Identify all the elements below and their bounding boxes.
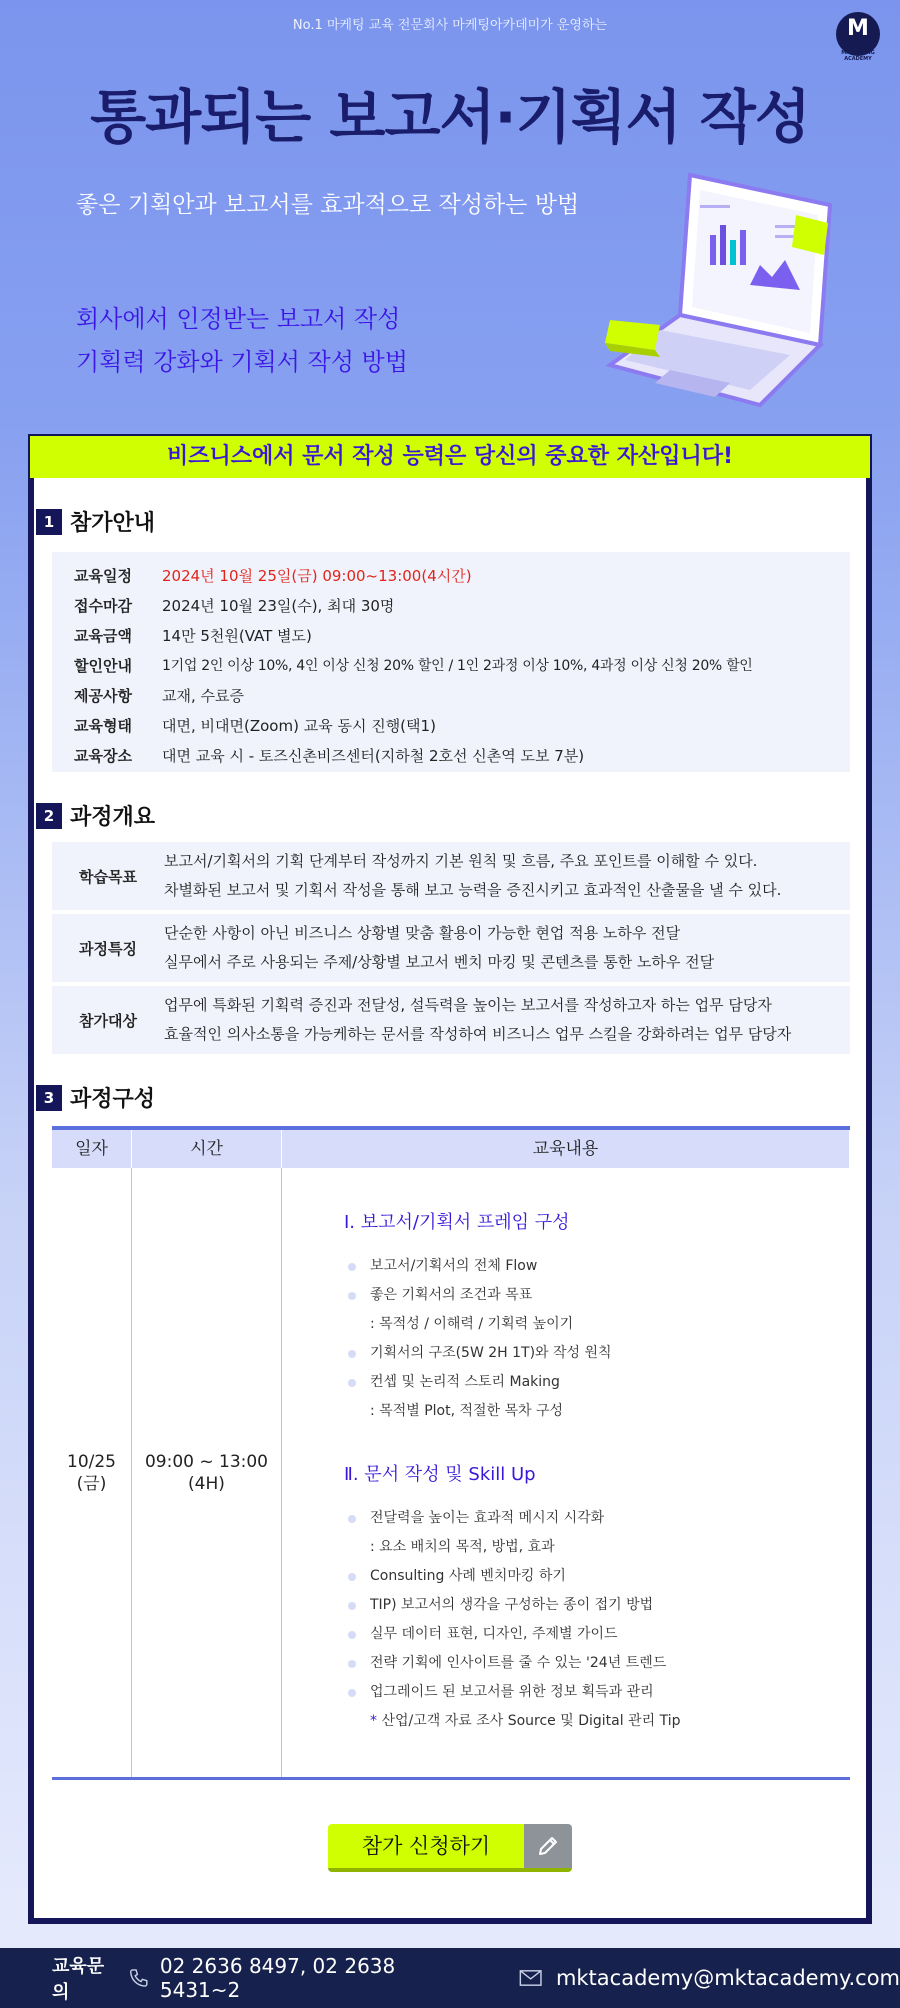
info-row (52, 710, 850, 740)
key-points (76, 298, 408, 384)
footer-phone[interactable]: 02 2636 8497, 02 2638 5431~2 (159, 1954, 396, 2002)
info-value: 14만 5천원(VAT 별도) (162, 626, 312, 645)
key-point: 회사에서 인정받는 보고서 작성 (76, 305, 401, 333)
subtitle: 좋은 기획안과 보고서를 효과적으로 작성하는 방법 (76, 192, 580, 218)
info-key: 제공사항 (74, 686, 132, 705)
date-cell (52, 1168, 132, 1777)
apply-button-label: 참가 신청하기 (328, 1824, 524, 1868)
overview-key: 참가대상 (79, 1011, 137, 1030)
module-item: 좋은 기획서의 조건과 목표 (344, 1281, 850, 1310)
module-title: Ⅰ. 보고서/기획서 프레임 구성 (344, 1212, 570, 1233)
info-row (52, 650, 850, 680)
module-subitem: : 요소 배치의 목적, 방법, 효과 (370, 1539, 555, 1555)
overview-row (52, 842, 850, 910)
page-title: 통과되는 보고서·기획서 작성 (90, 83, 810, 151)
info-table (52, 552, 850, 772)
laptop-illustration (600, 165, 840, 415)
bullet-icon (348, 1350, 356, 1358)
info-value: 대면, 비대면(Zoom) 교육 동시 진행(택1) (162, 716, 436, 735)
time-cell (132, 1168, 282, 1777)
overview-value (164, 847, 781, 905)
module-subitem: : 목적별 Plot, 적절한 목차 구성 (370, 1403, 564, 1419)
bullet-icon (348, 1631, 356, 1639)
module-item: 실무 데이터 표현, 디자인, 주제별 가이드 (344, 1620, 850, 1649)
module-note: * 산업/고객 자료 조사 Source 및 Digital 관리 Tip (370, 1713, 681, 1729)
content-cell (282, 1168, 850, 1777)
top-note: No.1 마케팅 교육 전문회사 마케팅아카데미가 운영하는 (292, 18, 608, 33)
info-row (52, 560, 850, 590)
info-key: 교육금액 (74, 626, 132, 645)
curriculum-body (52, 1168, 850, 1777)
module-item: TIP) 보고서의 생각을 구성하는 종이 접기 방법 (344, 1591, 850, 1620)
banner: 비즈니스에서 문서 작성 능력은 당신의 중요한 자산입니다! (28, 434, 872, 478)
bullet-icon (348, 1602, 356, 1610)
overview-line: 실무에서 주로 사용되는 주제/상황별 보고서 벤치 마킹 및 콘텐츠를 통한 노하우 전달 (164, 953, 715, 971)
info-row (52, 680, 850, 710)
info-value: 대면 교육 시 - 토즈신촌비즈센터(지하철 2호선 신촌역 도보 7분) (162, 746, 585, 765)
overview-line: 단순한 사항이 아닌 비즈니스 상황별 맞춤 활용이 가능한 현업 적용 노하우 전달 (164, 924, 681, 942)
info-row (52, 590, 850, 620)
section-info-heading (36, 506, 155, 537)
section-overview-heading (36, 800, 155, 831)
bullet-icon (348, 1515, 356, 1523)
info-row (52, 740, 850, 770)
overview-table (52, 842, 850, 1058)
date-value: 10/25 (67, 1451, 116, 1472)
footer-label: 교육문의 (52, 1956, 105, 2003)
bullet-icon (348, 1573, 356, 1581)
section-title: 과정개요 (70, 805, 156, 830)
time-range: 09:00 ~ 13:00 (144, 1451, 269, 1472)
key-point: 기획력 강화와 기획서 작성 방법 (76, 348, 408, 376)
module-item: Consulting 사례 벤치마킹 하기 (344, 1562, 850, 1591)
info-value: 1기업 2인 이상 10%, 4인 이상 신청 20% 할인 / 1인 2과정 이상 10%, 4과정 이상 신청 20% 할인 (162, 658, 753, 674)
section-number: 1 (36, 509, 62, 535)
info-value: 교재, 수료증 (162, 686, 244, 705)
overview-value (164, 991, 791, 1049)
info-key: 교육일정 (74, 566, 132, 585)
section-curriculum-heading (36, 1082, 155, 1113)
module-item: 전달력을 높이는 효과적 메시지 시각화 (344, 1504, 850, 1533)
footer (0, 1948, 900, 2008)
section-title: 과정구성 (70, 1087, 156, 1112)
curriculum-header (52, 1130, 850, 1168)
info-key: 교육형태 (74, 716, 132, 735)
info-key: 할인안내 (74, 656, 132, 675)
module-item: 업그레이드 된 보고서를 위한 정보 획득과 관리 (344, 1678, 850, 1707)
header-content: 교육내용 (282, 1130, 850, 1168)
pencil-icon (524, 1824, 572, 1868)
overview-key: 학습목표 (79, 867, 137, 886)
date-day: (금) (76, 1473, 107, 1494)
bullet-icon (348, 1689, 356, 1697)
section-title: 참가안내 (70, 511, 156, 536)
mail-icon (519, 1968, 542, 1988)
logo-letter: M (847, 16, 869, 41)
bullet-icon (348, 1660, 356, 1668)
info-value: 2024년 10월 25일(금) 09:00~13:00(4시간) (162, 566, 472, 585)
info-key: 교육장소 (74, 746, 132, 765)
bullet-icon (348, 1292, 356, 1300)
curriculum-table (52, 1126, 850, 1780)
module-item: 보고서/기획서의 전체 Flow (344, 1252, 850, 1281)
overview-key: 과정특징 (79, 939, 137, 958)
overview-line: 효율적인 의사소통을 가능케하는 문서를 작성하여 비즈니스 업무 스킬을 강화하려는 업무 담당자 (164, 1025, 792, 1043)
overview-line: 업무에 특화된 기획력 증진과 전달성, 설득력을 높이는 보고서를 작성하고자 하는 업무 담당자 (164, 996, 772, 1014)
module-item: 기획서의 구조(5W 2H 1T)와 작성 원칙 (344, 1339, 850, 1368)
logo[interactable] (836, 12, 880, 62)
footer-email[interactable]: mktacademy@mktacademy.com (555, 1966, 900, 1990)
module-item: 컨셉 및 논리적 스토리 Making (344, 1368, 850, 1397)
module-title: Ⅱ. 문서 작성 및 Skill Up (344, 1464, 536, 1485)
phone-icon (128, 1966, 150, 1990)
time-duration: (4H) (188, 1473, 225, 1494)
info-key: 접수마감 (74, 596, 132, 615)
bullet-icon (348, 1263, 356, 1271)
info-value: 2024년 10월 23일(수), 최대 30명 (162, 596, 395, 615)
overview-row (52, 986, 850, 1054)
overview-line: 차별화된 보고서 및 기획서 작성을 통해 보고 능력을 증진시키고 효과적인 산출물을 낼 수 있다. (164, 881, 782, 899)
section-number: 2 (36, 803, 62, 829)
module-subitem: : 목적성 / 이해력 / 기획력 높이기 (370, 1316, 574, 1332)
header-date: 일자 (52, 1130, 132, 1168)
apply-button[interactable] (328, 1824, 572, 1872)
overview-row (52, 914, 850, 982)
header-time: 시간 (132, 1130, 282, 1168)
info-row (52, 620, 850, 650)
overview-line: 보고서/기획서의 기획 단계부터 작성까지 기본 원칙 및 흐름, 주요 포인트를 이해할 수 있다. (164, 852, 758, 870)
overview-value (164, 919, 714, 977)
module-item: 전략 기획에 인사이트를 줄 수 있는 '24년 트렌드 (344, 1649, 850, 1678)
bullet-icon (348, 1379, 356, 1387)
section-number: 3 (36, 1085, 62, 1111)
logo-text: MARKETING ACADEMY (841, 50, 875, 62)
